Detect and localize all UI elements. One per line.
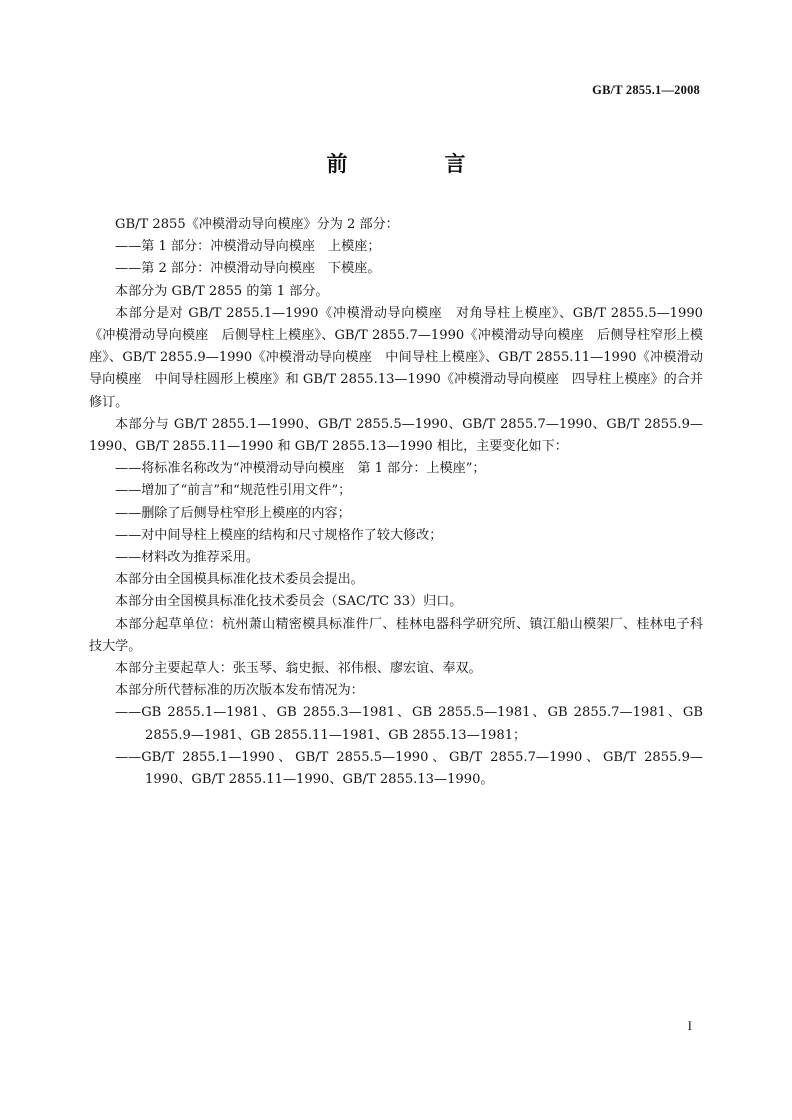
- list-item-change-name: ——将标准名称改为“冲模滑动导向模座 第 1 部分：上模座”；: [115, 461, 486, 477]
- paragraph-drafters: 本部分主要起草人：张玉琴、翁史振、祁伟根、廖宏谊、奉双。: [115, 661, 482, 677]
- list-item-change-deleted: ——删除了后侧导柱窄形上模座的内容；: [115, 505, 351, 521]
- paragraph-history-intro: 本部分所代替标准的历次版本发布情况为：: [115, 683, 364, 699]
- list-item-history-1981: ——GB 2855.1—1981、GB 2855.3—1981、GB 2855.5—1981、GB 2855.7—1981、GB 2855.9—1981、GB 2855.11—1981、GB 2855.13—1981；: [115, 705, 703, 743]
- list-item-part-1: ——第 1 部分：冲模滑动导向模座 上模座；: [115, 239, 381, 255]
- paragraph-this-part: 本部分为 GB/T 2855 的第 1 部分。: [115, 283, 329, 299]
- list-item-change-modified: ——对中间导柱上模座的结构和尺寸规格作了较大修改；: [115, 527, 443, 543]
- list-item-part-2: ——第 2 部分：冲模滑动导向模座 下模座。: [115, 261, 381, 277]
- list-item-change-added: ——增加了“前言”和“规范性引用文件”；: [115, 483, 352, 499]
- page-number: I: [687, 1018, 692, 1033]
- paragraph-changes-intro: 本部分与 GB/T 2855.1—1990、GB/T 2855.5—1990、GB/T 2855.7—1990、GB/T 2855.9—1990、GB/T 2855.11—1990 和 GB/T 2855.13—1990 相比，主要变化如下：: [89, 416, 703, 455]
- paragraph-drafting-units: 本部分起草单位：杭州萧山精密模具标准件厂、桂林电器科学研究所、镇江船山模架厂、桂林电子科技大学。: [89, 616, 703, 654]
- paragraph-proposed-by: 本部分由全国模具标准化技术委员会提出。: [115, 572, 364, 588]
- page-title: 前 言: [326, 151, 504, 176]
- list-item-history-1990: ——GB/T 2855.1—1990、GB/T 2855.5—1990、GB/T 2855.7—1990、GB/T 2855.9—1990、GB/T 2855.11—1990、GB/T 2855.13—1990。: [115, 749, 703, 788]
- foreword-body: [89, 214, 703, 791]
- paragraph-parts-intro: GB/T 2855《冲模滑动导向模座》分为 2 部分：: [115, 217, 399, 232]
- standard-code-header: GB/T 2855.1—2008: [592, 83, 700, 97]
- paragraph-managed-by: 本部分由全国模具标准化技术委员会（SAC/TC 33）归口。: [115, 594, 463, 610]
- list-item-change-material: ——材料改为推荐采用。: [115, 550, 260, 566]
- paragraph-merge-revision: 本部分是对 GB/T 2855.1—1990《冲模滑动导向模座 对角导柱上模座》、GB/T 2855.5—1990《冲模滑动导向模座 后侧导柱上模座》、GB/T 2855.7—1990《冲模滑动导向模座 后侧导柱窄形上模座》、GB/T 2855.9—1990《冲模滑动导向模座 中间导柱上模座》、GB/T 2855.11—1990《冲模滑动导向模座 中间导柱圆形上模座》和 GB/T 2855.13—1990《冲模滑动导向模座 四导柱上模座》的合并修订。: [89, 305, 703, 410]
